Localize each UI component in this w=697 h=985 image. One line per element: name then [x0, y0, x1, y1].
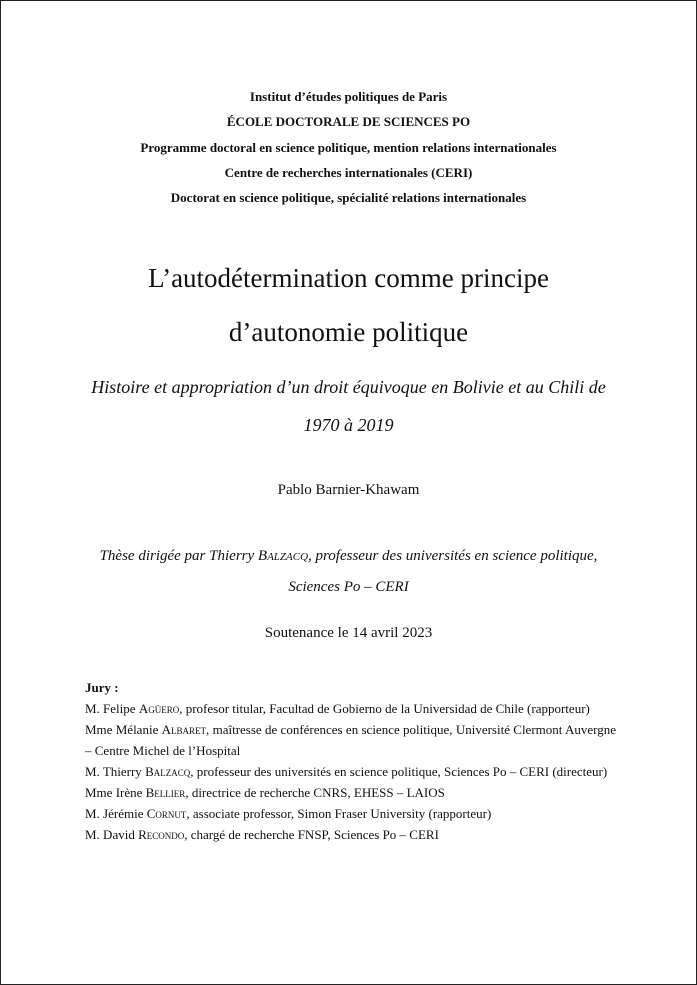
jury-member-suffix: , maîtresse de conférences en science politique, Université Clermont Auvergne – Centre Michel de l’Hospital: [85, 722, 616, 758]
jury-member-suffix: , directrice de recherche CNRS, EHESS – LAIOS: [185, 785, 445, 800]
jury-member-prefix: M. David: [85, 827, 139, 842]
doctoral-school: ÉCOLE DOCTORALE DE SCIENCES PO: [226, 114, 471, 130]
institution-name: Institut d’études politiques de Paris: [249, 89, 448, 104]
jury-section: [85, 677, 616, 845]
thesis-title: [1, 251, 696, 359]
institution-header: [1, 84, 696, 210]
jury-member-surname: Balzacq: [145, 764, 191, 779]
jury-member-surname: Agüero: [138, 701, 180, 716]
direction-suffix: , professeur des universités en science politique, Sciences Po – CERI: [288, 548, 598, 595]
jury-member: [85, 824, 616, 845]
jury-member-surname: Recondo: [138, 827, 185, 842]
jury-member-prefix: Mme Irène: [85, 785, 146, 800]
direction-prefix: Thèse dirigée par Thierry: [99, 548, 258, 564]
jury-member-surname: Albaret: [161, 722, 207, 737]
jury-member-suffix: , profesor titular, Facultad de Gobierno de la Universidad de Chile (rapporteur): [179, 701, 590, 716]
jury-member: [85, 719, 616, 761]
thesis-subtitle: Histoire et appropriation d’un droit équivoque en Bolivie et au Chili de 1970 à 2019: [91, 377, 606, 435]
doctorate-specialty: Doctorat en science politique, spécialité relations internationales: [170, 190, 527, 206]
author-name: Pablo Barnier-Khawam: [277, 482, 420, 498]
jury-member-suffix: , associate professor, Simon Fraser University (rapporteur): [186, 806, 492, 821]
jury-member: [85, 803, 616, 824]
thesis-direction: [91, 541, 606, 603]
jury-member: [85, 782, 616, 803]
jury-member-prefix: M. Thierry: [85, 764, 146, 779]
defense-date: Soutenance le 14 avril 2023: [264, 625, 433, 641]
jury-member-suffix: , chargé de recherche FNSP, Sciences Po – CERI: [184, 827, 439, 842]
jury-member-suffix: , professeur des universités en science politique, Sciences Po – CERI (directeur): [190, 764, 608, 779]
thesis-title-line-1: L’autodétermination comme principe: [148, 263, 549, 293]
director-surname: Balzacq: [257, 548, 309, 564]
jury-member: [85, 698, 616, 719]
research-center: Centre de recherches internationales (CERI): [224, 164, 473, 180]
jury-member-surname: Cornut: [146, 806, 187, 821]
jury-member-prefix: Mme Mélanie: [85, 722, 162, 737]
jury-member-prefix: M. Jérémie: [85, 806, 147, 821]
thesis-title-line-2: d’autonomie politique: [228, 317, 469, 347]
jury-member-prefix: M. Felipe: [85, 701, 139, 716]
jury-member-surname: Bellier: [145, 785, 186, 800]
jury-member: [85, 761, 616, 782]
jury-title: Jury :: [85, 680, 119, 695]
doctoral-program: Programme doctoral en science politique, mention relations internationales: [140, 139, 557, 155]
